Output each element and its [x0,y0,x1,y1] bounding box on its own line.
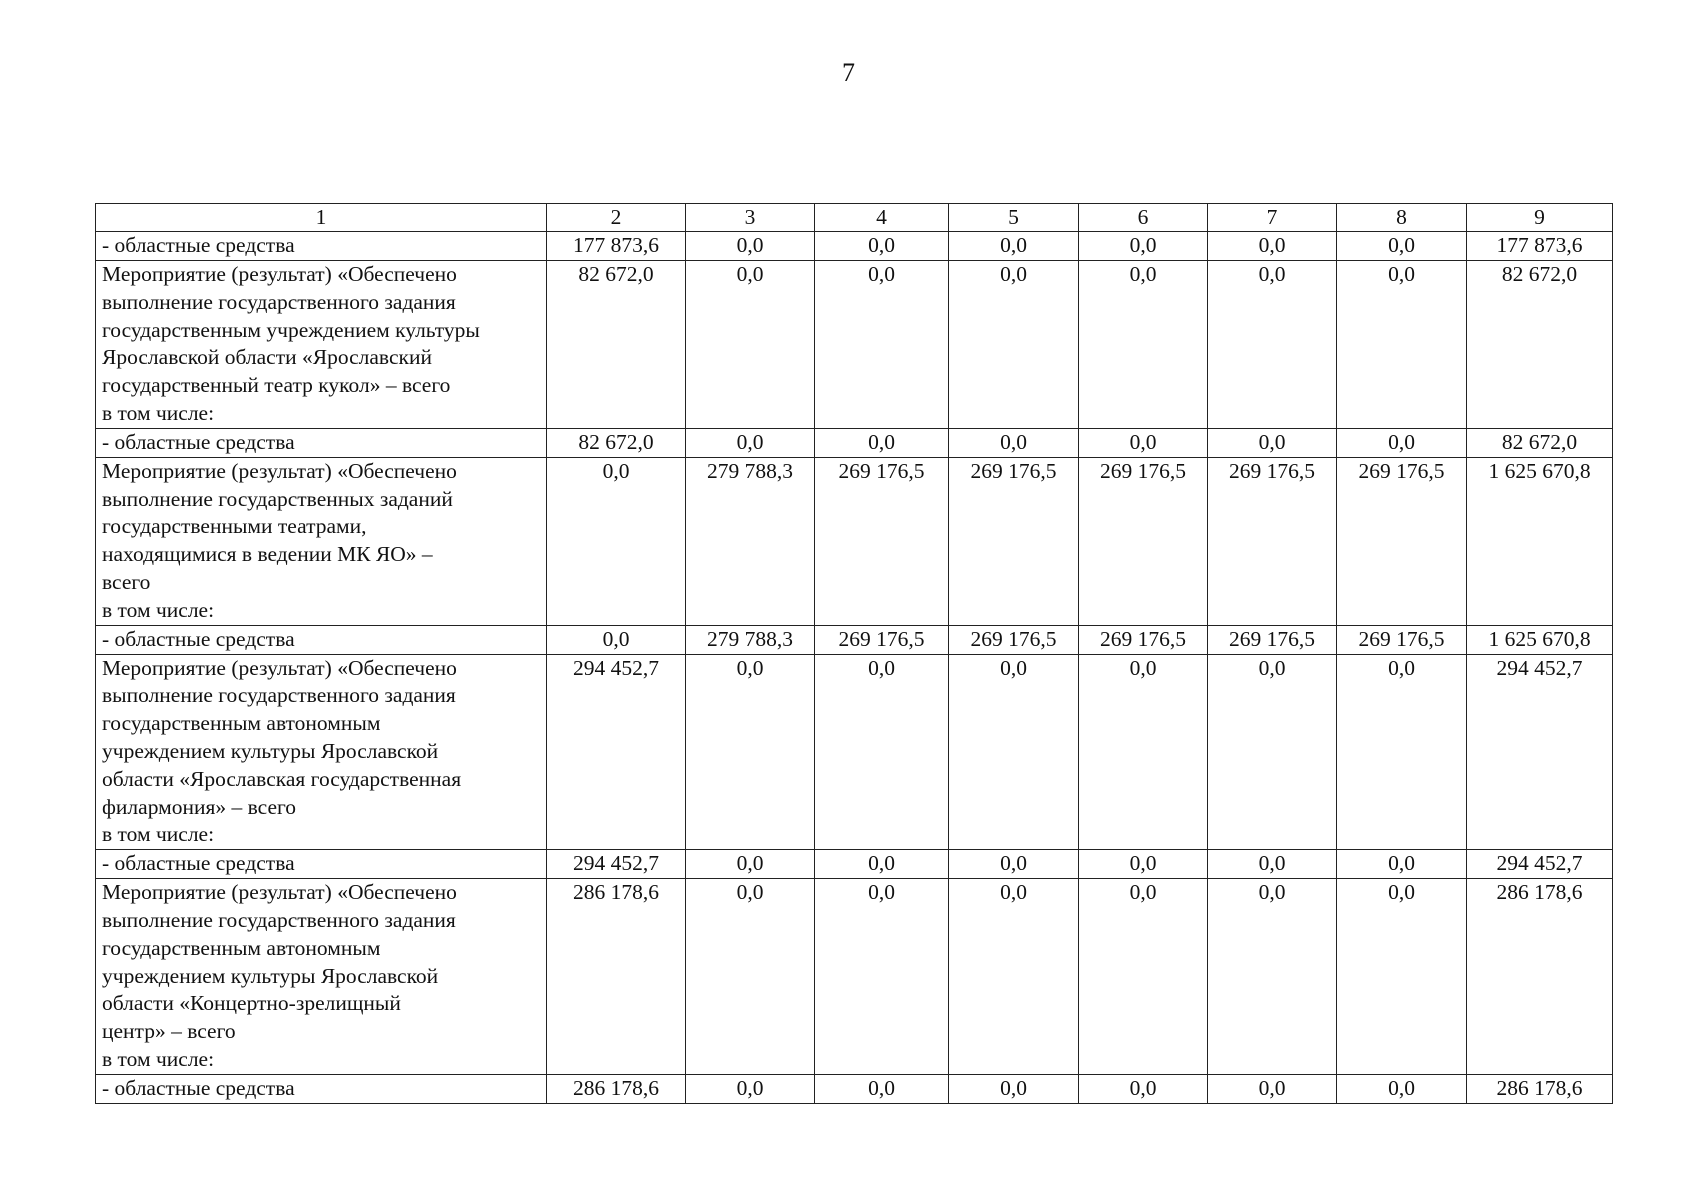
header-cell: 2 [547,204,686,232]
value-cell: 0,0 [949,428,1079,457]
value-cell: 0,0 [1337,232,1467,261]
value-cell: 0,0 [1079,879,1208,1075]
value-cell: 0,0 [686,428,815,457]
row-label-line: выполнение государственного задания [102,289,456,314]
header-cell: 3 [686,204,815,232]
value-cell: 0,0 [686,261,815,429]
row-label-line: - областные средства [102,233,295,257]
row-label-line: государственным автономным [102,711,381,736]
row-label [96,428,547,457]
value-cell: 269 176,5 [1208,457,1337,625]
value-cell: 269 176,5 [1208,625,1337,654]
header-cell: 7 [1208,204,1337,232]
value-cell: 82 672,0 [547,428,686,457]
header-cell: 4 [815,204,949,232]
value-cell: 0,0 [1337,879,1467,1075]
value-cell: 0,0 [1208,850,1337,879]
header-row [96,204,1613,232]
row-label-line: Мероприятие (результат) «Обеспечено [102,655,457,680]
value-cell: 1 625 670,8 [1467,457,1613,625]
value-cell: 0,0 [1337,654,1467,850]
value-cell: 0,0 [686,232,815,261]
value-cell: 269 176,5 [1337,457,1467,625]
row-label-line: - областные средства [102,429,295,454]
value-cell: 0,0 [949,232,1079,261]
value-cell: 269 176,5 [949,457,1079,625]
row-label-line: - областные средства [102,626,295,651]
value-cell: 269 176,5 [1079,625,1208,654]
funding-source-row [96,428,1613,457]
value-cell: 0,0 [815,428,949,457]
row-label-line: Ярославской области «Ярославский [102,345,432,370]
value-cell: 269 176,5 [815,625,949,654]
header-cell: 5 [949,204,1079,232]
value-cell: 0,0 [949,1074,1079,1103]
value-cell: 0,0 [547,625,686,654]
event-row [96,654,1613,850]
header-cell: 8 [1337,204,1467,232]
row-label-line: государственными театрами, [102,514,367,539]
value-cell: 0,0 [1208,428,1337,457]
value-cell: 294 452,7 [547,654,686,850]
value-cell: 0,0 [949,879,1079,1075]
value-cell: 269 176,5 [949,625,1079,654]
value-cell: 286 178,6 [1467,879,1613,1075]
value-cell: 0,0 [815,879,949,1075]
funding-source-row [96,850,1613,879]
header-cell: 6 [1079,204,1208,232]
row-label-line: всего [102,569,151,594]
row-label-line: Мероприятие (результат) «Обеспечено [102,880,457,905]
row-label [96,1074,547,1103]
value-cell: 0,0 [1079,850,1208,879]
value-cell: 0,0 [1337,850,1467,879]
value-cell: 0,0 [1208,261,1337,429]
value-cell: 0,0 [1079,654,1208,850]
row-label-line: в том числе: [102,1046,215,1071]
row-label-line: учреждением культуры Ярославской [102,963,439,988]
row-label-line: выполнение государственного задания [102,683,456,708]
row-label-line: области «Ярославская государственная [102,766,462,791]
row-label-line: выполнение государственных заданий [102,486,453,511]
funding-source-row [96,1074,1613,1103]
value-cell: 0,0 [815,232,949,261]
funding-source-row [96,625,1613,654]
row-label [96,879,547,1075]
value-cell: 0,0 [686,1074,815,1103]
value-cell: 286 178,6 [547,1074,686,1103]
value-cell: 82 672,0 [1467,428,1613,457]
value-cell: 0,0 [1208,232,1337,261]
row-label [96,654,547,850]
value-cell: 0,0 [1337,1074,1467,1103]
row-label-line: в том числе: [102,400,215,425]
event-row [96,261,1613,429]
row-label-line: учреждением культуры Ярославской [102,738,439,763]
value-cell: 0,0 [815,850,949,879]
row-label-line: филармония» – всего [102,794,297,819]
value-cell: 0,0 [547,457,686,625]
value-cell: 82 672,0 [1467,261,1613,429]
row-label-line: области «Концертно-зрелищный [102,991,401,1016]
value-cell: 269 176,5 [815,457,949,625]
value-cell: 177 873,6 [1467,232,1613,261]
budget-table [95,203,1613,1104]
value-cell: 0,0 [949,261,1079,429]
value-cell: 0,0 [949,654,1079,850]
row-label [96,232,547,261]
page-number: 7 [842,58,855,87]
value-cell: 286 178,6 [1467,1074,1613,1103]
value-cell: 0,0 [1079,232,1208,261]
value-cell: 0,0 [686,850,815,879]
row-label-line: выполнение государственного задания [102,907,456,932]
value-cell: 1 625 670,8 [1467,625,1613,654]
row-label [96,850,547,879]
header-cell: 1 [96,204,547,232]
row-label [96,261,547,429]
value-cell: 0,0 [1337,428,1467,457]
row-label-line: - областные средства [102,851,295,876]
value-cell: 0,0 [815,654,949,850]
value-cell: 0,0 [1079,428,1208,457]
value-cell: 177 873,6 [547,232,686,261]
value-cell: 269 176,5 [1079,457,1208,625]
row-label-line: Мероприятие (результат) «Обеспечено [102,458,457,483]
row-label-line: государственным учреждением культуры [102,317,480,342]
value-cell: 279 788,3 [686,457,815,625]
value-cell: 279 788,3 [686,625,815,654]
row-label-line: находящимися в ведении МК ЯО» – [102,542,433,567]
value-cell: 0,0 [686,879,815,1075]
row-label-line: - областные средства [102,1075,295,1100]
value-cell: 0,0 [686,654,815,850]
value-cell: 294 452,7 [547,850,686,879]
row-label-line: в том числе: [102,597,215,622]
value-cell: 0,0 [1208,1074,1337,1103]
value-cell: 0,0 [815,1074,949,1103]
row-label-line: в том числе: [102,822,215,847]
value-cell: 0,0 [1337,261,1467,429]
row-label-line: Мероприятие (результат) «Обеспечено [102,262,457,286]
value-cell: 82 672,0 [547,261,686,429]
value-cell: 294 452,7 [1467,654,1613,850]
row-label-line: центр» – всего [102,1019,236,1044]
header-cell: 9 [1467,204,1613,232]
event-row [96,879,1613,1075]
funding-source-row [96,232,1613,261]
row-label-line: государственный театр кукол» – всего [102,373,451,398]
row-label [96,457,547,625]
value-cell: 0,0 [815,261,949,429]
row-label [96,625,547,654]
table-body [96,204,1613,1104]
event-row [96,457,1613,625]
value-cell: 269 176,5 [1337,625,1467,654]
value-cell: 0,0 [1208,879,1337,1075]
value-cell: 0,0 [1208,654,1337,850]
value-cell: 0,0 [1079,1074,1208,1103]
value-cell: 0,0 [949,850,1079,879]
row-label-line: государственным автономным [102,935,381,960]
value-cell: 0,0 [1079,261,1208,429]
value-cell: 286 178,6 [547,879,686,1075]
value-cell: 294 452,7 [1467,850,1613,879]
